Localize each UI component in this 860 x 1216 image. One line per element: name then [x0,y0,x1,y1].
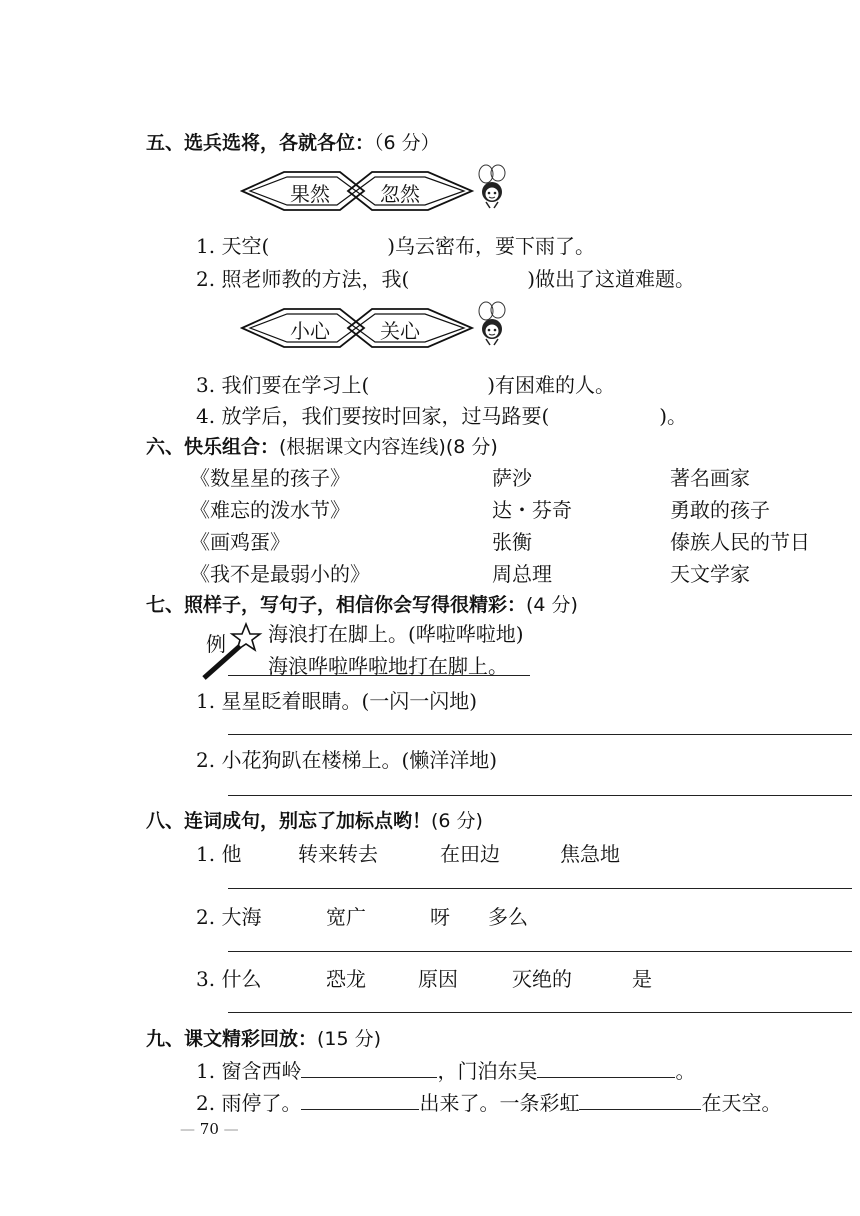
s5-q3-end: )有困难的人。 [487,373,616,397]
s8-answer-line-1[interactable] [228,888,852,889]
person-4[interactable]: 周总理 [492,562,552,586]
s8-q3-word-1: 3. 什么 [196,967,262,991]
description-4[interactable]: 天文学家 [670,562,750,586]
pair1-word-2: 忽然 [380,182,420,206]
section-8-title: 八、连词成句，别忘了加标点哟！ [146,810,432,832]
person-1[interactable]: 萨沙 [492,466,532,490]
s5-q1-start: 1. 天空( [196,234,270,258]
s8-q1-word-1: 1. 他 [196,842,242,866]
s9-q2-blank-2[interactable] [579,1091,701,1110]
section-8-heading [146,806,483,833]
page-number-dash-right: — [223,1120,239,1138]
s9-question-2 [196,1087,781,1116]
s9-q1-end: 。 [675,1059,696,1083]
s5-q1-end: )乌云密布，要下雨了。 [387,234,596,258]
book-title-1[interactable]: 《数星星的孩子》 [190,466,350,490]
example-sentence: 海浪打在脚上。(哗啦哗啦地) [268,622,524,646]
s9-q1-middle: ，门泊东吴 [437,1059,538,1083]
section-5-title: 五、选兵选将，各就各位： [146,132,375,154]
s8-q3-word-2: 恐龙 [326,967,366,991]
s5-q4-start: 4. 放学后，我们要按时回家，过马路要( [196,404,550,428]
s8-q1-word-4: 焦急地 [560,842,620,866]
s5-question-2 [196,263,695,292]
section-6-points: (根据课文内容连线)(8 分) [279,436,498,458]
s7-answer-line-2[interactable] [228,795,852,796]
section-6-title: 六、快乐组合： [146,436,280,458]
s8-answer-line-3[interactable] [228,1012,852,1013]
s5-q2-end: )做出了这道难题。 [527,267,696,291]
s5-q2-start: 2. 照老师教的方法，我( [196,267,410,291]
s8-q2-word-1: 2. 大海 [196,905,262,929]
s5-question-1 [196,230,595,259]
book-title-4[interactable]: 《我不是最弱小的》 [190,562,370,586]
word-pair-box-1 [240,168,520,214]
s7-question-1: 1. 星星眨着眼睛。(一闪一闪地) [196,689,478,713]
s8-q3-word-3: 原因 [418,967,458,991]
section-7-points: (4 分) [526,594,578,616]
s9-q1-blank-2[interactable] [537,1059,675,1078]
section-9-heading [146,1024,381,1051]
s8-q3-word-5: 是 [632,967,652,991]
section-7-title: 七、照样子，写句子，相信你会写得很精彩： [146,594,527,616]
section-5-heading [146,128,440,155]
section-7-heading [146,590,578,617]
word-pair-box-2 [240,305,520,351]
s5-q3-start: 3. 我们要在学习上( [196,373,370,397]
s8-q1-word-3: 在田边 [440,842,500,866]
s9-q1-start: 1. 窗含西岭 [196,1059,302,1083]
s5-question-3 [196,369,615,398]
book-title-3[interactable]: 《画鸡蛋》 [190,530,290,554]
s8-q3-word-4: 灭绝的 [512,967,572,991]
s9-q1-blank-1[interactable] [301,1059,437,1078]
section-5-points: （6 分） [374,132,440,154]
section-9-title: 九、课文精彩回放： [146,1028,318,1050]
s7-question-2: 2. 小花狗趴在楼梯上。(懒洋洋地) [196,748,498,772]
s5-q4-end: )。 [659,404,688,428]
book-title-2[interactable]: 《难忘的泼水节》 [190,498,350,522]
s9-question-1 [196,1055,695,1084]
s8-q1-word-2: 转来转去 [298,842,378,866]
person-2[interactable]: 达・芬奇 [492,498,572,522]
bee-icon [472,164,512,210]
bee-icon [472,301,512,347]
description-1[interactable]: 著名画家 [670,466,750,490]
section-8-points: (6 分) [431,810,483,832]
pair2-word-2: 关心 [380,319,420,343]
s9-q2-end: 在天空。 [701,1091,782,1115]
s8-q2-word-2: 宽广 [326,905,366,929]
s9-q2-middle: 出来了。一条彩虹 [419,1091,580,1115]
description-3[interactable]: 傣族人民的节日 [670,530,810,554]
page-number-row [180,1120,239,1138]
s9-q2-blank-1[interactable] [301,1091,419,1110]
person-3[interactable]: 张衡 [492,530,532,554]
s9-q2-start: 2. 雨停了。 [196,1091,302,1115]
s5-question-4 [196,400,687,429]
page-number-dash-left: — [180,1120,195,1138]
pair2-word-1: 小心 [290,319,330,343]
description-2[interactable]: 勇敢的孩子 [670,498,770,522]
s8-q2-word-4: 多么 [488,905,528,929]
example-answer: 海浪哗啦哗啦地打在脚上。 [268,654,508,678]
example-underline [228,675,530,676]
s8-q2-word-3: 呀 [430,905,450,929]
example-badge [196,618,272,682]
s7-answer-line-1[interactable] [228,734,852,735]
section-9-points: (15 分) [317,1028,382,1050]
example-label: 例 [206,632,226,656]
page-number: 70 [199,1120,219,1138]
s8-answer-line-2[interactable] [228,951,852,952]
pair1-word-1: 果然 [290,182,330,206]
section-6-heading [146,432,498,459]
